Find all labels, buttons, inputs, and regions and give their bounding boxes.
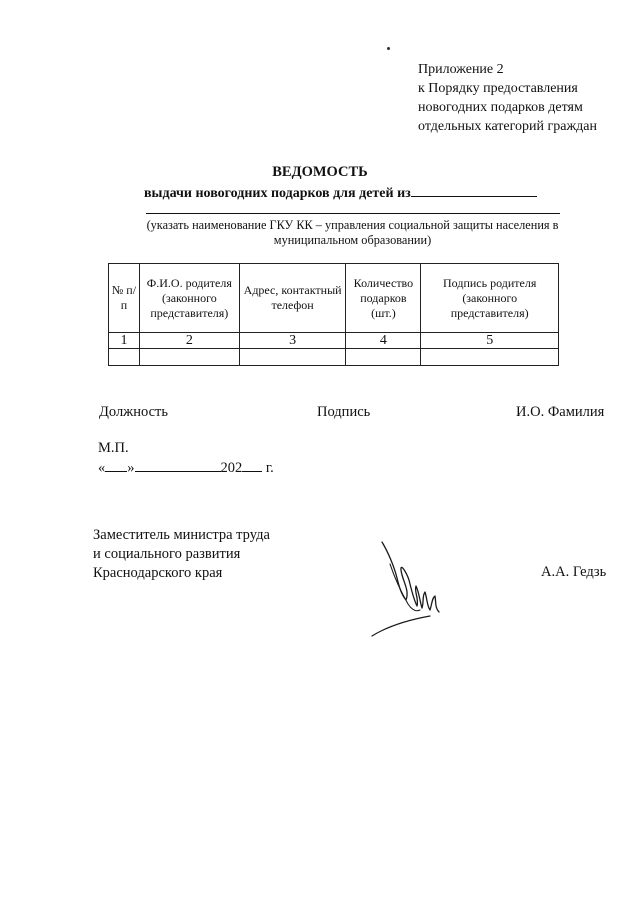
deputy-title-line: Краснодарского края [93, 565, 223, 581]
table-cell [109, 349, 140, 366]
table-cell [239, 349, 346, 366]
document-subtitle [144, 183, 537, 202]
date-line [98, 459, 274, 477]
header-gift-count: Количество подарков (шт.) [346, 264, 421, 333]
deputy-name: А.А. Гедзь [541, 564, 607, 580]
appendix-line: Приложение 2 [418, 62, 504, 77]
table-header-row [109, 264, 559, 333]
appendix-note [418, 60, 597, 136]
organization-blank-line [146, 213, 560, 214]
column-number: 1 [109, 333, 140, 349]
handwritten-signature [364, 540, 446, 642]
day-blank [105, 459, 127, 472]
month-blank [135, 459, 221, 472]
subtitle-text: выдачи новогодних подарков для детей из [144, 186, 411, 201]
table-cell [139, 349, 239, 366]
organization-hint: (указать наименование ГКУ КК – управления социальной защиты населения в муниципальном образовании) [146, 218, 559, 247]
column-number: 3 [239, 333, 346, 349]
date-year: 202 [220, 460, 243, 476]
year-blank [242, 459, 262, 472]
header-parent-name: Ф.И.О. родителя (законного представителя) [139, 264, 239, 333]
header-address-phone: Адрес, контактный телефон [239, 264, 346, 333]
stamp-place-label: М.П. [98, 440, 129, 456]
table-number-row [109, 333, 559, 349]
column-number: 4 [346, 333, 421, 349]
header-parent-signature: Подпись родителя (законного представителя) [421, 264, 559, 333]
table-row [109, 349, 559, 366]
scan-speck [387, 47, 390, 50]
appendix-line: к Порядку предоставления [418, 81, 578, 96]
table-cell [421, 349, 559, 366]
column-number: 2 [139, 333, 239, 349]
position-label: Должность [99, 404, 168, 420]
date-open-quote: « [98, 460, 106, 476]
header-number: № п/п [109, 264, 140, 333]
name-label: И.О. Фамилия [516, 404, 605, 420]
deputy-title-line: и социального развития [93, 546, 241, 562]
appendix-line: новогодних подарков детям [418, 100, 583, 115]
subtitle-blank-line [411, 183, 537, 197]
column-number: 5 [421, 333, 559, 349]
date-suffix: г. [265, 460, 274, 476]
deputy-title-line: Заместитель министра труда [93, 527, 270, 543]
date-close-quote: » [127, 460, 135, 476]
document-title: ВЕДОМОСТЬ [272, 164, 368, 180]
issue-table [108, 263, 559, 366]
signature-label: Подпись [317, 404, 371, 420]
appendix-line: отдельных категорий граждан [418, 119, 597, 134]
deputy-title [93, 526, 270, 583]
table-cell [346, 349, 421, 366]
